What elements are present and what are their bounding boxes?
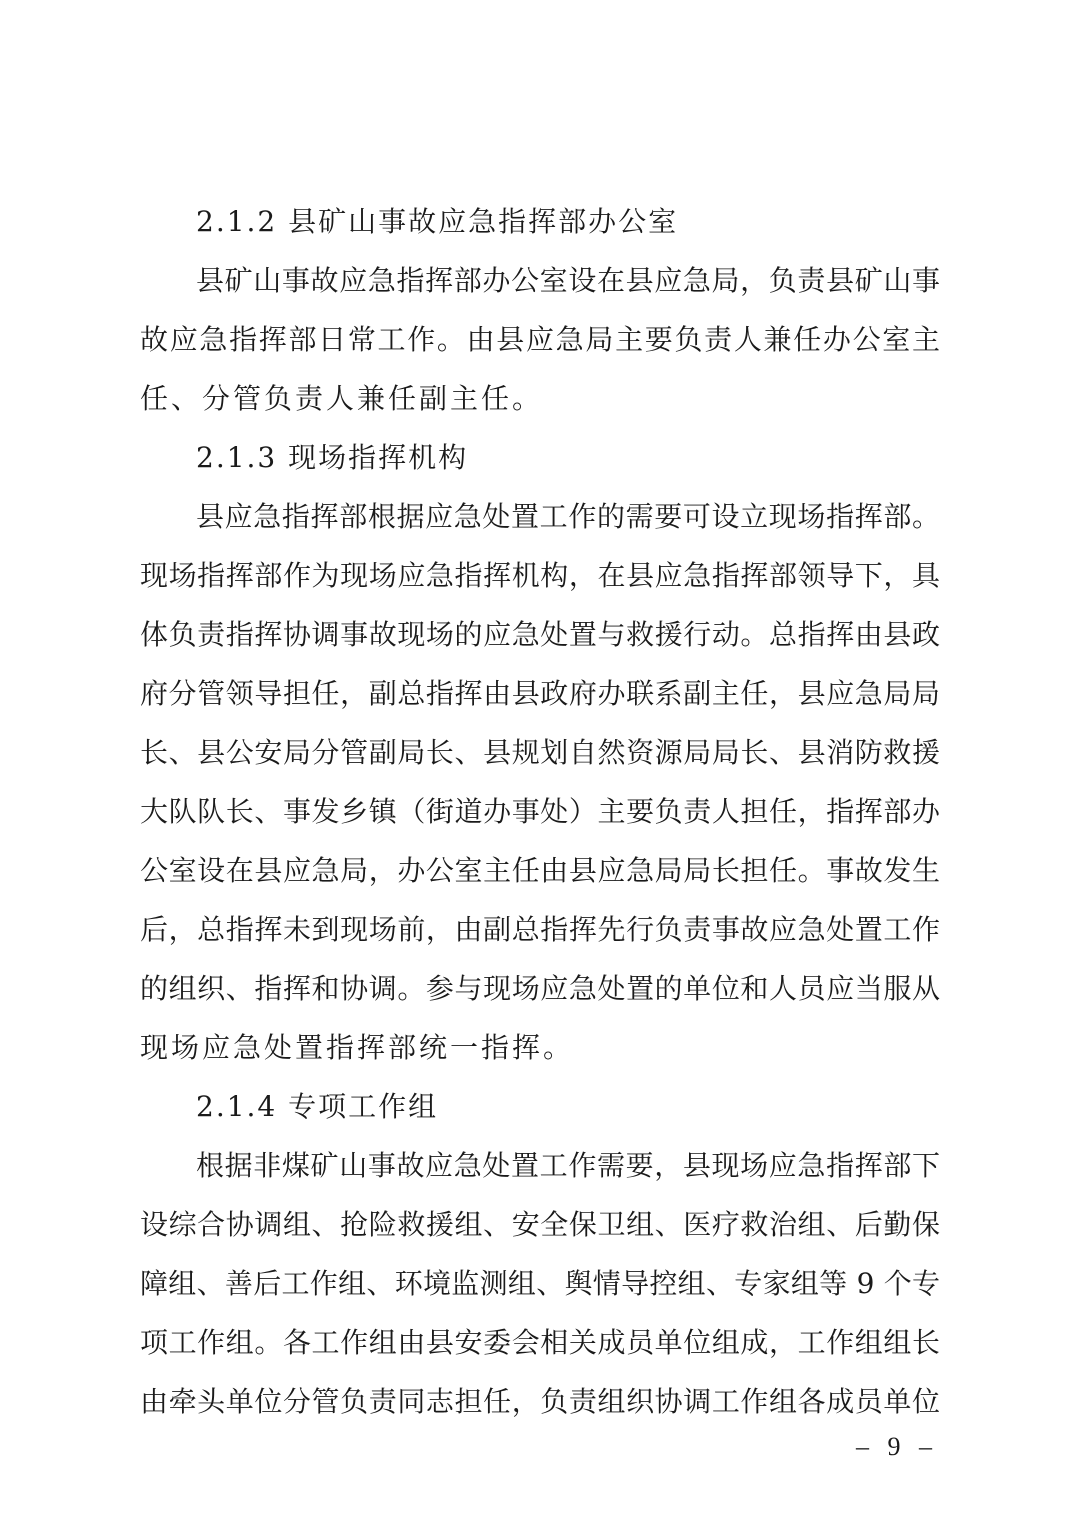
paragraph-line: 障组、善后工作组、环境监测组、舆情导控组、专家组等 9 个专	[140, 1267, 940, 1300]
section-heading-2-1-4: 2.1.4 专项工作组	[196, 1090, 439, 1123]
paragraph-line: 府分管领导担任，副总指挥由县政府办联系副主任，县应急局局	[140, 677, 940, 710]
section-heading-2-1-2: 2.1.2 县矿山事故应急指挥部办公室	[196, 205, 679, 238]
paragraph-line: 大队队长、事发乡镇（街道办事处）主要负责人担任，指挥部办	[140, 795, 940, 828]
page-body	[140, 192, 940, 1431]
paragraph-line: 故应急指挥部日常工作。由县应急局主要负责人兼任办公室主	[140, 323, 940, 356]
paragraph-line: 长、县公安局分管副局长、县规划自然资源局局长、县消防救援	[140, 736, 940, 769]
paragraph-line: 现场指挥部作为现场应急指挥机构，在县应急指挥部领导下，具	[140, 559, 940, 592]
paragraph-line: 县矿山事故应急指挥部办公室设在县应急局，负责县矿山事	[196, 264, 940, 297]
section-heading-2-1-3: 2.1.3 现场指挥机构	[196, 441, 469, 474]
paragraph-line: 任、分管负责人兼任副主任。	[140, 382, 544, 415]
paragraph-line: 体负责指挥协调事故现场的应急处置与救援行动。总指挥由县政	[140, 618, 940, 651]
paragraph-line: 项工作组。各工作组由县安委会相关成员单位组成，工作组组长	[140, 1326, 940, 1359]
paragraph-line: 根据非煤矿山事故应急处置工作需要，县现场应急指挥部下	[196, 1149, 940, 1182]
paragraph-line: 县应急指挥部根据应急处置工作的需要可设立现场指挥部。	[196, 500, 940, 533]
paragraph-line: 设综合协调组、抢险救援组、安全保卫组、医疗救治组、后勤保	[140, 1208, 940, 1241]
paragraph-line: 由牵头单位分管负责同志担任，负责组织协调工作组各成员单位	[140, 1385, 940, 1418]
paragraph-line: 后，总指挥未到现场前，由副总指挥先行负责事故应急处置工作	[140, 913, 940, 946]
page-number: – 9 –	[856, 1432, 938, 1461]
paragraph-line: 现场应急处置指挥部统一指挥。	[140, 1031, 575, 1064]
paragraph-line: 的组织、指挥和协调。参与现场应急处置的单位和人员应当服从	[140, 972, 940, 1005]
paragraph-line: 公室设在县应急局，办公室主任由县应急局局长担任。事故发生	[140, 854, 940, 887]
